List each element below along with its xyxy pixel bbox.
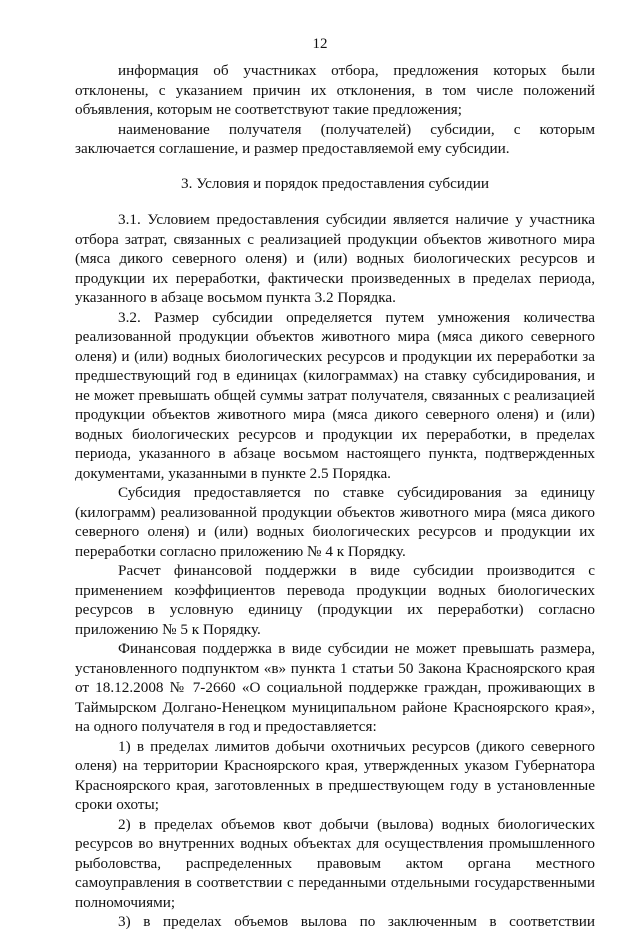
- paragraph-calculation: Расчет финансовой поддержки в виде субсидии производится с применением коэффициентов перевода продукции водных биологических ресурсов в условную единицу (продукции их переработки) согласно приложению № 5 к Порядку.: [75, 562, 595, 638]
- paragraph-subsidy-rate: Субсидия предоставляется по ставке субсидирования за единицу (килограмм) реализованной продукции объектов животного мира (мяса дикого северного оленя) и (или) водных биологических ресурсов и продукции их переработки согласно приложению № 4 к Порядку.: [75, 484, 595, 560]
- section-heading: 3. Условия и порядок предоставления субсидии: [181, 174, 489, 192]
- paragraph-3-2: 3.2. Размер субсидии определяется путем умножения количества реализованной продукции объектов животного мира (мяса дикого северного оленя) и (или) водных биологических ресурсов и продукции их переработки за предшествующий год в единицах (килограммах) на ставку субсидирования, и не может превышать общей суммы затрат получателя, связанных с реализацией продукции объектов животного мира (мяса дикого северного оленя) и (или) водных биологических ресурсов и продукции их переработки, в пределах периода, указанного в абзаце восьмом настоящего пункта, подтвержденных документами, указанными в пункте 2.5 Порядка.: [75, 308, 595, 482]
- paragraph-recipient-name: наименование получателя (получателей) субсидии, с которым заключается соглашение, и размер предоставляемой ему субсидии.: [75, 120, 595, 157]
- paragraph-participants-info: информация об участниках отбора, предложения которых были отклонены, с указанием причин их отклонения, в том числе положений объявления, которым не соответствуют такие предложения;: [75, 62, 595, 118]
- paragraph-3-1: 3.1. Условием предоставления субсидии является наличие у участника отбора затрат, связанных с реализацией продукции объектов животного мира (мяса дикого северного оленя) и (или) водных биологических ресурсов и продукции их переработки, фактически произведенных в пределах периода, указанного в абзаце восьмом пункта 3.2 Порядка.: [75, 211, 595, 306]
- paragraph-financial-support: Финансовая поддержка в виде субсидии не может превышать размера, установленного подпунктом «в» пункта 1 статьи 50 Закона Красноярского края от 18.12.2008 № 7-2660 «О социальной поддержке граждан, проживающих в Таймырском Долгано-Ненецком муниципальном районе Красноярского края», на одного получателя в год и предоставляется:: [75, 640, 595, 735]
- document-body: [75, 61, 595, 932]
- list-item-1: 1) в пределах лимитов добычи охотничьих ресурсов (дикого северного оленя) на территории Красноярского края, утвержденных указом Губернатора Красноярского края, заготовленных в предшествующем году в установленные сроки охоты;: [75, 737, 595, 813]
- page-number: 12: [312, 36, 328, 52]
- list-item-2: 2) в пределах объемов квот добычи (вылова) водных биологических ресурсов во внутренних водных объектах для осуществления промышленного рыболовства, распределенных правовым актом органа местного самоуправления в соответствии с переданными отдельными государственными полномочиями;: [75, 815, 595, 911]
- list-item-3: 3) в пределах объемов вылова по заключенным в соответствии: [118, 913, 595, 930]
